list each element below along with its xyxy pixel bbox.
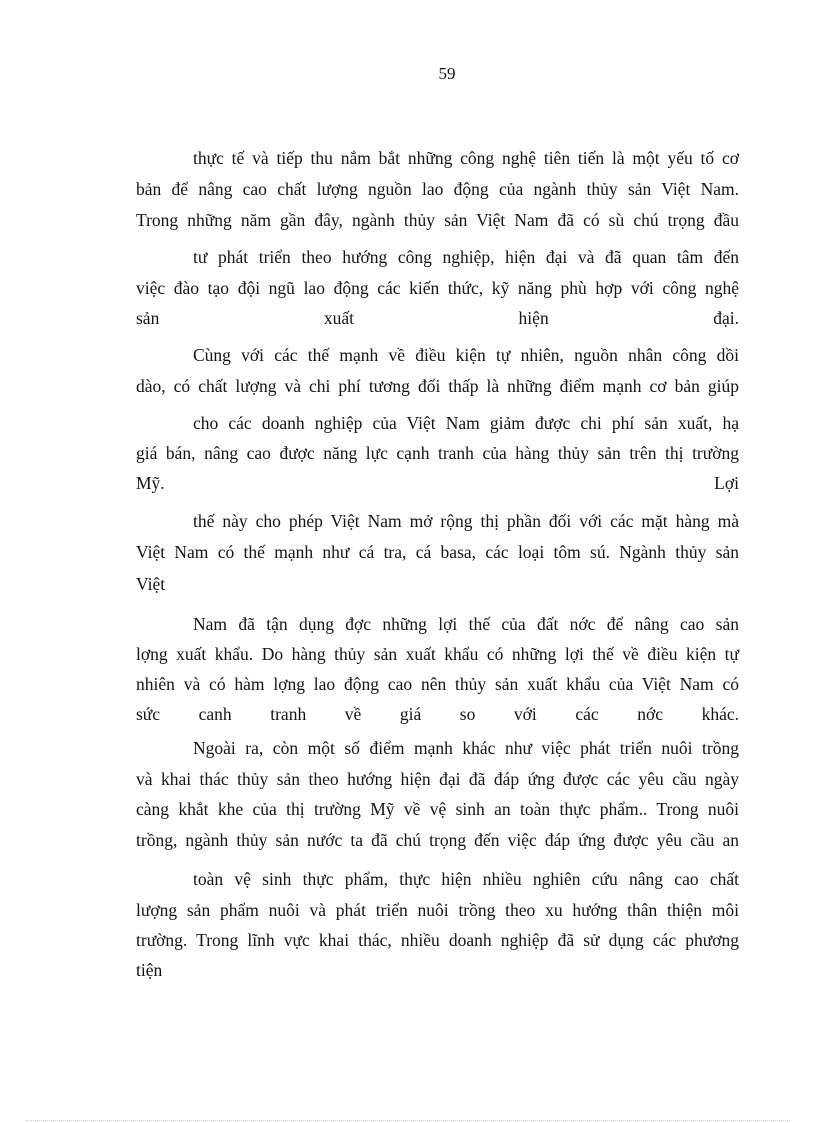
text-line: tư phát triển theo hướng công nghiệp, hiện đại và đã quan tâm đến [193,247,739,267]
text-line: bản để nâng cao chất lượng nguồn lao động của ngành thủy sản Việt Nam. [136,179,739,199]
text-line: nhiên và có hàm lợng lao động cao nên thủy sản xuất khẩu của Việt Nam có [136,674,739,694]
text-line: Trong những năm gần đây, ngành thủy sản Việt Nam đã có sù chú trọng đầu [136,210,739,230]
text-line: sản xuất hiện đại. [136,308,739,328]
text-line: và khai thác thủy sản theo hướng hiện đại đã đáp ứng được các yêu cầu ngày [136,769,739,789]
text-line: Cùng với các thế mạnh về điều kiện tự nhiên, nguồn nhân công dồi [193,345,739,365]
text-line: Việt [136,574,166,594]
page-bottom-rule [26,1120,790,1121]
text-line: càng khắt khe của thị trường Mỹ về vệ sinh an toàn thực phẩm.. Trong nuôi [136,799,739,819]
text-line: Việt Nam có thế mạnh như cá tra, cá basa, các loại tôm sú. Ngành thủy sản [136,542,739,562]
page-number: 59 [438,64,456,83]
text-line: cho các doanh nghiệp của Việt Nam giảm được chi phí sản xuất, hạ [193,413,739,433]
text-line: thế này cho phép Việt Nam mở rộng thị phần đối với các mặt hàng mà [193,511,739,531]
text-line: sức canh tranh về giá so với các nớc khác. [136,704,739,724]
text-line: dào, có chất lượng và chi phí tương đối thấp là những điểm mạnh cơ bản giúp [136,376,739,396]
text-line: trường. Trong lĩnh vực khai thác, nhiều doanh nghiệp đã sử dụng các phương [136,930,739,950]
text-line: trồng, ngành thủy sản nước ta đã chú trọng đến việc đáp ứng được yêu cầu an [136,830,739,850]
text-line: lượng sản phẩm nuôi và phát triển nuôi trồng theo xu hướng thân thiện môi [136,900,739,920]
text-line: việc đào tạo đội ngũ lao động các kiến thức, kỹ năng phù hợp với công nghệ [136,278,739,298]
text-line: tiện [136,960,163,980]
text-line: thực tế và tiếp thu nắm bắt những công nghệ tiên tiến là một yếu tố cơ [193,148,739,168]
text-line: Nam đã tận dụng đợc những lợi thế của đất nớc để nâng cao sản [193,614,739,634]
text-line: Ngoài ra, còn một số điểm mạnh khác như việc phát triển nuôi trồng [193,738,739,758]
text-line: Mỹ. Lợi [136,473,739,493]
text-line: toàn vệ sinh thực phẩm, thực hiện nhiều nghiên cứu nâng cao chất [193,869,739,889]
text-line: giá bán, nâng cao được năng lực cạnh tranh của hàng thủy sản trên thị trường [136,443,739,463]
text-line: lợng xuất khẩu. Do hàng thủy sản xuất khẩu có những lợi thế về điều kiện tự [136,644,739,664]
